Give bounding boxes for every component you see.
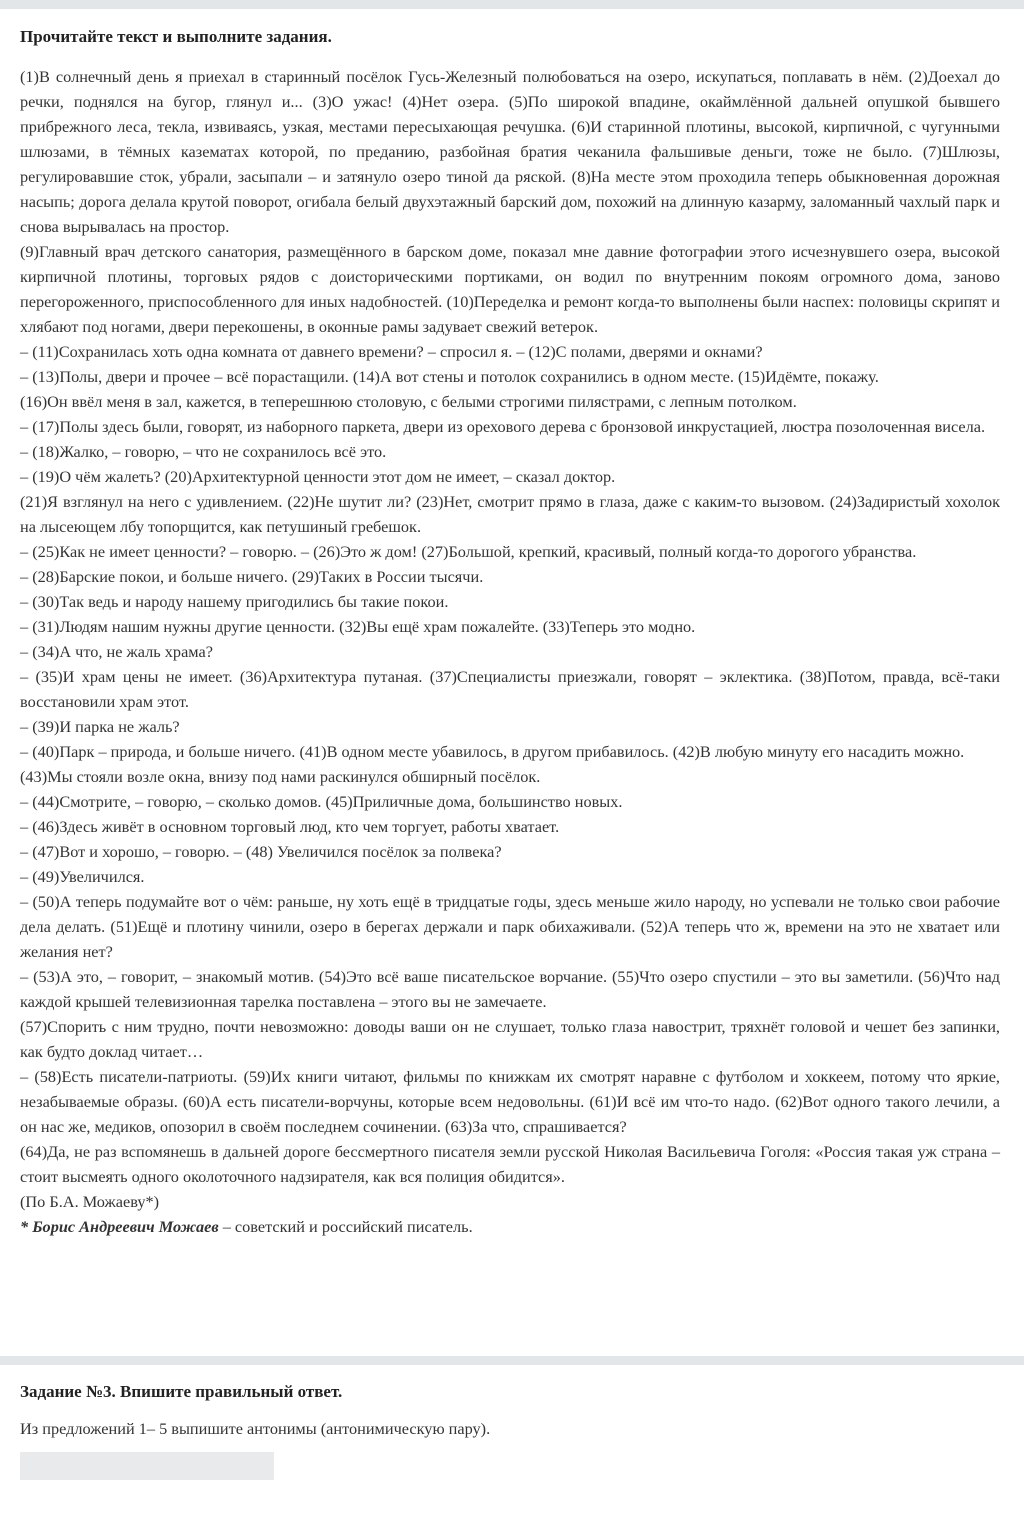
text-paragraph: – (11)Сохранилась хоть одна комната от давнего времени? – спросил я. – (12)С полами, дверями и окнами? — [20, 342, 763, 361]
text-paragraph: – (31)Людям нашим нужны другие ценности. (32)Вы ещё храм пожалейте. (33)Теперь это модно. — [20, 617, 696, 636]
reading-text-body — [20, 64, 1000, 1239]
text-paragraph: – (17)Полы здесь были, говорят, из наборного паркета, двери из орехового дерева с бронзовой инкрустацией, люстра позолоченная висела. — [20, 417, 986, 436]
text-paragraph: (9)Главный врач детского санатория, размещённого в барском доме, показал мне давние фотографии этого исчезнувшего озера, высокой кирпичной плотины, торговых рядов с доисторическими портиками, он водил по внутренним покоям огромного дома, заново перегороженного, приспособленного для иных надобностей. (10)Переделка и ремонт когда-то выполнены были наспех: половицы скрипят и хлябают под ногами, двери перекошены, в оконные рамы задувает свежий ветерок. — [20, 242, 1000, 336]
text-paragraph: (21)Я взглянул на него с удивлением. (22)Не шутит ли? (23)Нет, смотрит прямо в глаза, даже с каким-то вызовом. (24)Задиристый хохолок на лысеющем лбу топорщится, как петушиный гребешок. — [20, 492, 1000, 536]
section-divider-bar — [0, 1356, 1024, 1365]
reading-text-block — [20, 26, 1000, 1239]
text-paragraph: – (28)Барские покои, и больше ничего. (29)Таких в России тысячи. — [20, 567, 484, 586]
text-paragraph: – (34)А что, не жаль храма? — [20, 642, 213, 661]
text-paragraph: – (30)Так ведь и народу нашему пригодились бы такие покои. — [20, 592, 449, 611]
task-prompt: Из предложений 1– 5 выпишите антонимы (антонимическую пару). — [20, 1419, 491, 1438]
text-paragraph: (1)В солнечный день я приехал в старинный посёлок Гусь-Железный полюбоваться на озеро, искупаться, поплавать в нём. (2)Доехал до речки, поднялся на бугор, глянул и... (3)О ужас! (4)Нет озера. (5)По широкой впадине, окаймлённой дальней опушкой бывшего прибрежного леса, текла, извиваясь, узкая, местами пересыхающая речушка. (6)И старинной плотины, высокой, кирпичной, с чугунными шлюзами, в тёмных казематах которой, по преданию, разбойная братия чеканила фальшивые деньги, тоже не было. (7)Шлюзы, регулировавшие сток, убрали, засыпали – и затянуло озеро тиной да ряской. (8)На месте этом проходила теперь обыкновенная дорожная насыпь; дорога делала крутой поворот, огибала белый двухэтажный барский дом, похожий на длинную казарму, заломанный чахлый парк и снова вырывалась на простор. — [20, 67, 1000, 236]
source-attribution: (По Б.А. Можаеву*) — [20, 1192, 160, 1211]
author-name: * Борис Андреевич Можаев — [20, 1217, 219, 1236]
text-paragraph: – (35)И храм цены не имеет. (36)Архитектура путаная. (37)Специалисты приезжали, говорят – эклектика. (38)Потом, правда, всё-таки восстановили храм этот. — [20, 667, 1000, 711]
text-paragraph: – (58)Есть писатели-патриоты. (59)Их книги читают, фильмы по книжкам их смотрят наравне с футболом и хоккеем, потому что яркие, незабываемые образы. (60)А есть писатели-ворчуны, которые всем недовольны. (61)И всё им что-то надо. (62)Вот одного такого лечили, а он нас же, медиков, опозорил в своём последнем сочинении. (63)За что, спрашивается? — [20, 1067, 1000, 1136]
text-paragraph: – (18)Жалко, – говорю, – что не сохранилось всё это. — [20, 442, 387, 461]
text-paragraph: – (49)Увеличился. — [20, 867, 145, 886]
text-paragraph: – (44)Смотрите, – говорю, – сколько домов. (45)Приличные дома, большинство новых. — [20, 792, 623, 811]
text-paragraph: (57)Спорить с ним трудно, почти невозможно: доводы ваши он не слушает, только глаза навострит, тряхнёт головой и чешет без запинки, как будто доклад читает… — [20, 1017, 1000, 1061]
reading-instruction-heading: Прочитайте текст и выполните задания. — [20, 27, 332, 46]
text-paragraph: – (40)Парк – природа, и больше ничего. (41)В одном месте убавилось, в другом прибавилось. (42)В любую минуту его насадить можно. — [20, 742, 965, 761]
text-paragraph: – (47)Вот и хорошо, – говорю. – (48) Увеличился посёлок за полвека? — [20, 842, 502, 861]
text-paragraph: – (50)А теперь подумайте вот о чём: раньше, ну хоть ещё в тридцатые годы, здесь меньше жило народу, но успевали не только свои рабочие дела делать. (51)Ещё и плотину чинили, озеро в берегах держали и парк обихаживали. (52)А теперь что ж, времени на это не хватает или желания нет? — [20, 892, 1000, 961]
top-divider-bar — [0, 0, 1024, 9]
author-footnote — [20, 1214, 1000, 1239]
text-paragraph: – (19)О чём жалеть? (20)Архитектурной ценности этот дом не имеет, – сказал доктор. — [20, 467, 616, 486]
text-paragraph: – (46)Здесь живёт в основном торговый люд, кто чем торгует, работы хватает. — [20, 817, 560, 836]
text-paragraph: (43)Мы стояли возле окна, внизу под нами раскинулся обширный посёлок. — [20, 767, 541, 786]
text-paragraph: (64)Да, не раз вспомянешь в дальней дороге бессмертного писателя земли русской Николая Васильевича Гоголя: «Россия такая уж страна – стоит высмеять одного околоточного надзирателя, как вся полиция обидится». — [20, 1142, 1000, 1186]
text-paragraph: (16)Он ввёл меня в зал, кажется, в теперешнюю столовую, с белыми строгими пилястрами, с лепным потолком. — [20, 392, 797, 411]
text-paragraph: – (13)Полы, двери и прочее – всё порастащили. (14)А вот стены и потолок сохранились в одном месте. (15)Идёмте, покажу. — [20, 367, 879, 386]
text-paragraph: – (39)И парка не жаль? — [20, 717, 180, 736]
task-title: Задание №3. Впишите правильный ответ. — [20, 1382, 343, 1401]
author-description: – советский и российский писатель. — [218, 1217, 473, 1236]
text-paragraph: – (25)Как не имеет ценности? – говорю. – (26)Это ж дом! (27)Большой, крепкий, красивый, полный когда-то дорогого убранства. — [20, 542, 917, 561]
text-paragraph: – (53)А это, – говорит, – знакомый мотив. (54)Это всё ваше писательское ворчание. (55)Что озеро спустили – это вы заметили. (56)Что над каждой крышей телевизионная тарелка поставлена – этого вы не замечаете. — [20, 967, 1000, 1011]
task-block — [20, 1381, 1000, 1440]
answer-input[interactable] — [20, 1452, 274, 1480]
